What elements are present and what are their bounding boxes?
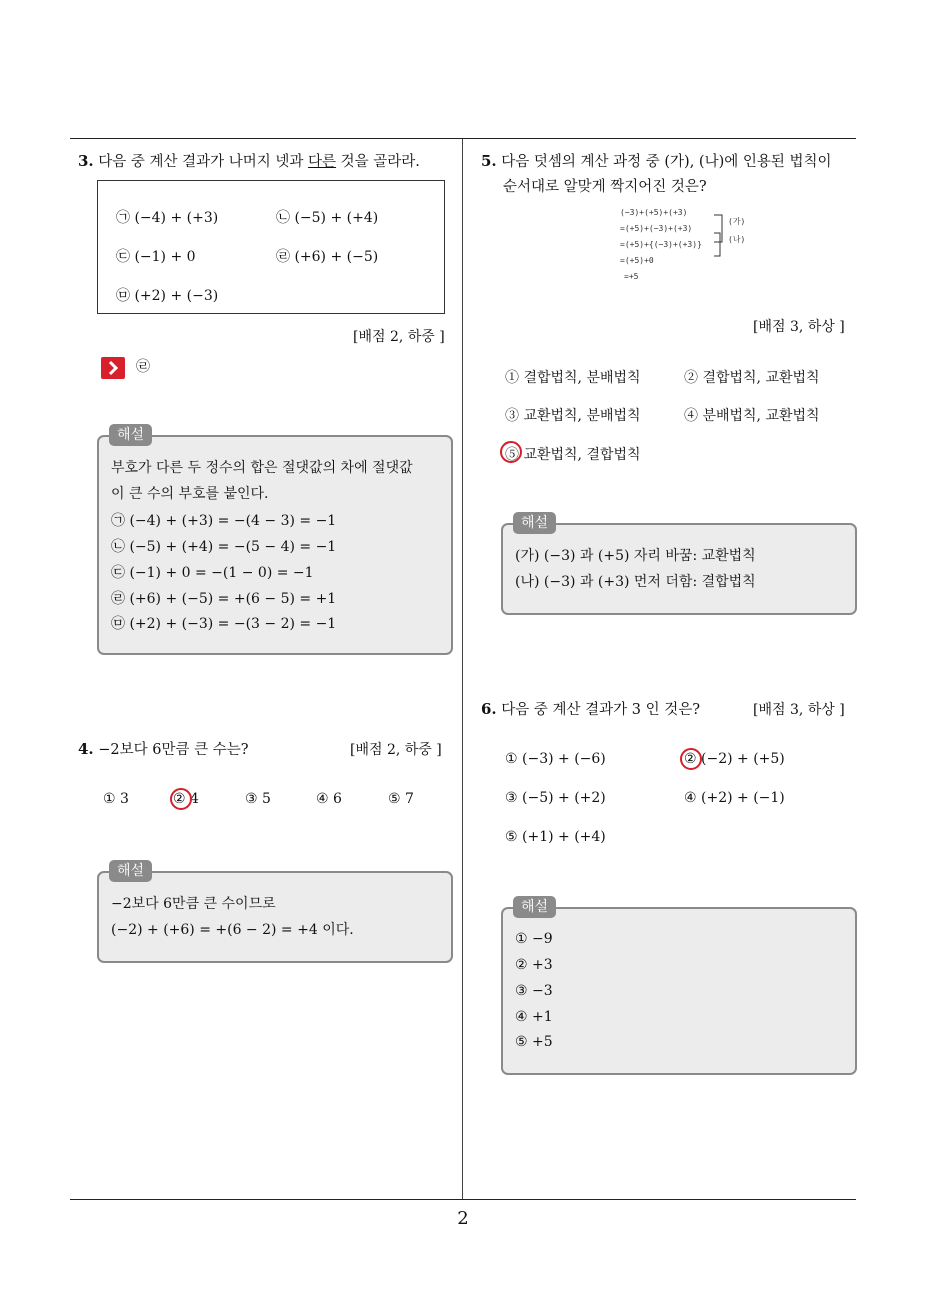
q3-choice-3[interactable]: ㉢ (−1) + 0 bbox=[116, 249, 196, 265]
q3-choice-1[interactable]: ㉠ (−4) + (+3) bbox=[116, 210, 219, 226]
bottom-rule bbox=[70, 1199, 856, 1200]
q4-explanation-box bbox=[97, 863, 453, 963]
q5-figure-label-ga: (가) bbox=[728, 217, 746, 226]
q4-explanation-tag: 해설 bbox=[109, 860, 152, 882]
q6-question bbox=[481, 696, 700, 723]
q4-score: [배점 2, 하중 ] bbox=[350, 742, 442, 758]
q3-expl-line-5: ㉢ (−1) + 0 = −(1 − 0) = −1 bbox=[111, 565, 314, 581]
q6-text: 다음 중 계산 결과가 3 인 것은? bbox=[501, 702, 701, 718]
q3-choice-4[interactable]: ㉣ (+6) + (−5) bbox=[276, 249, 379, 265]
q3-expl-line-6: ㉣ (+6) + (−5) = +(6 − 5) = +1 bbox=[111, 591, 337, 607]
q6-choice-4[interactable]: ④ (+2) + (−1) bbox=[684, 790, 785, 806]
q6-expl-line-2: ② +3 bbox=[515, 957, 553, 973]
q5-explanation-box bbox=[501, 515, 857, 615]
q5-figure-brackets bbox=[714, 214, 728, 258]
q6-explanation-tag: 해설 bbox=[513, 896, 556, 918]
q4-question bbox=[78, 736, 249, 763]
q4-expl-line-1: −2보다 6만큼 큰 수이므로 bbox=[111, 896, 276, 912]
q4-expl-line-2: (−2) + (+6) = +(6 − 2) = +4 이다. bbox=[111, 922, 354, 938]
q3-number: 3. bbox=[78, 152, 94, 170]
q6-answer-mark-icon bbox=[680, 748, 702, 770]
q5-figure-line-2: =(+5)+(−3)+(+3) bbox=[620, 224, 693, 233]
q5-choice-4[interactable]: ④ 분배법칙, 교환법칙 bbox=[684, 408, 820, 424]
q5-figure bbox=[618, 208, 748, 288]
q5-question bbox=[481, 148, 832, 175]
q5-choice-1[interactable]: ① 결합법칙, 분배법칙 bbox=[505, 370, 641, 386]
q3-score: [배점 2, 하중 ] bbox=[353, 329, 445, 345]
q3-expl-line-3: ㉠ (−4) + (+3) = −(4 − 3) = −1 bbox=[111, 513, 337, 529]
q3-text-underlined: 다른 bbox=[308, 154, 337, 170]
q4-choice-4[interactable]: ④ 6 bbox=[316, 791, 342, 807]
q4-choice-3[interactable]: ③ 5 bbox=[245, 791, 271, 807]
q5-figure-line-1: (−3)+(+5)+(+3) bbox=[620, 208, 688, 217]
q3-choice-2[interactable]: ㉡ (−5) + (+4) bbox=[276, 210, 379, 226]
q4-choice-1[interactable]: ① 3 bbox=[103, 791, 129, 807]
q6-choice-1[interactable]: ① (−3) + (−6) bbox=[505, 751, 606, 767]
q3-text-pre: 다음 중 계산 결과가 나머지 넷과 bbox=[98, 154, 309, 170]
page-number: 2 bbox=[457, 1208, 469, 1229]
q3-answer: ㉣ bbox=[136, 359, 150, 375]
q4-answer-mark-icon bbox=[170, 788, 192, 810]
q3-expl-line-2: 이 큰 수의 부호를 붙인다. bbox=[111, 486, 269, 502]
q3-expl-line-7: ㉤ (+2) + (−3) = −(3 − 2) = −1 bbox=[111, 616, 337, 632]
q5-choice-3[interactable]: ③ 교환법칙, 분배법칙 bbox=[505, 408, 641, 424]
q3-expl-line-4: ㉡ (−5) + (+4) = −(5 − 4) = −1 bbox=[111, 539, 337, 555]
q3-explanation-box bbox=[97, 427, 453, 655]
q6-choice-2[interactable]: ② (−2) + (+5) bbox=[684, 751, 785, 767]
q6-score: [배점 3, 하상 ] bbox=[753, 702, 845, 718]
q6-expl-line-3: ③ −3 bbox=[515, 983, 553, 999]
q3-explanation-tag: 해설 bbox=[109, 424, 152, 446]
q5-figure-line-3: =(+5)+{(−3)+(+3)} bbox=[620, 240, 702, 249]
q4-number: 4. bbox=[78, 740, 94, 758]
q5-expl-line-1: (가) (−3) 과 (+5) 자리 바꿈: 교환법칙 bbox=[515, 548, 756, 564]
q3-question bbox=[78, 148, 420, 175]
q5-text-line2: 순서대로 알맞게 짝지어진 것은? bbox=[503, 179, 707, 195]
q5-answer-mark-icon bbox=[500, 441, 522, 463]
q4-choice-5[interactable]: ⑤ 7 bbox=[388, 791, 414, 807]
q5-figure-line-5: =+5 bbox=[624, 272, 639, 281]
column-divider bbox=[462, 139, 463, 1199]
q6-expl-line-4: ④ +1 bbox=[515, 1009, 553, 1025]
q6-explanation-box bbox=[501, 899, 857, 1075]
q5-figure-label-na: (나) bbox=[728, 235, 746, 244]
q3-choice-box bbox=[97, 180, 445, 314]
q4-choice-2[interactable]: ② 4 bbox=[173, 791, 199, 807]
q4-text: −2보다 6만큼 큰 수는? bbox=[98, 742, 249, 758]
q6-expl-line-1: ① −9 bbox=[515, 931, 553, 947]
q6-number: 6. bbox=[481, 700, 497, 718]
q6-choice-3[interactable]: ③ (−5) + (+2) bbox=[505, 790, 606, 806]
q5-score: [배점 3, 하상 ] bbox=[753, 319, 845, 335]
q5-explanation-tag: 해설 bbox=[513, 512, 556, 534]
q5-choice-5[interactable]: ⑤ 교환법칙, 결합법칙 bbox=[505, 447, 641, 463]
q5-choice-2[interactable]: ② 결합법칙, 교환법칙 bbox=[684, 370, 820, 386]
q3-text-post: 것을 골라라. bbox=[336, 154, 420, 170]
q5-figure-line-4: =(+5)+0 bbox=[620, 256, 654, 265]
top-rule bbox=[70, 138, 856, 139]
q5-number: 5. bbox=[481, 152, 497, 170]
q6-choice-5[interactable]: ⑤ (+1) + (+4) bbox=[505, 829, 606, 845]
q5-expl-line-2: (나) (−3) 과 (+3) 먼저 더함: 결합법칙 bbox=[515, 574, 756, 590]
q5-text-line1: 다음 덧셈의 계산 과정 중 (가), (나)에 인용된 법칙이 bbox=[501, 154, 832, 170]
q3-choice-5[interactable]: ㉤ (+2) + (−3) bbox=[116, 288, 219, 304]
q6-expl-line-5: ⑤ +5 bbox=[515, 1034, 553, 1050]
q3-expl-line-1: 부호가 다른 두 정수의 합은 절댓값의 차에 절댓값 bbox=[111, 460, 413, 476]
answer-arrow-icon bbox=[101, 357, 125, 379]
